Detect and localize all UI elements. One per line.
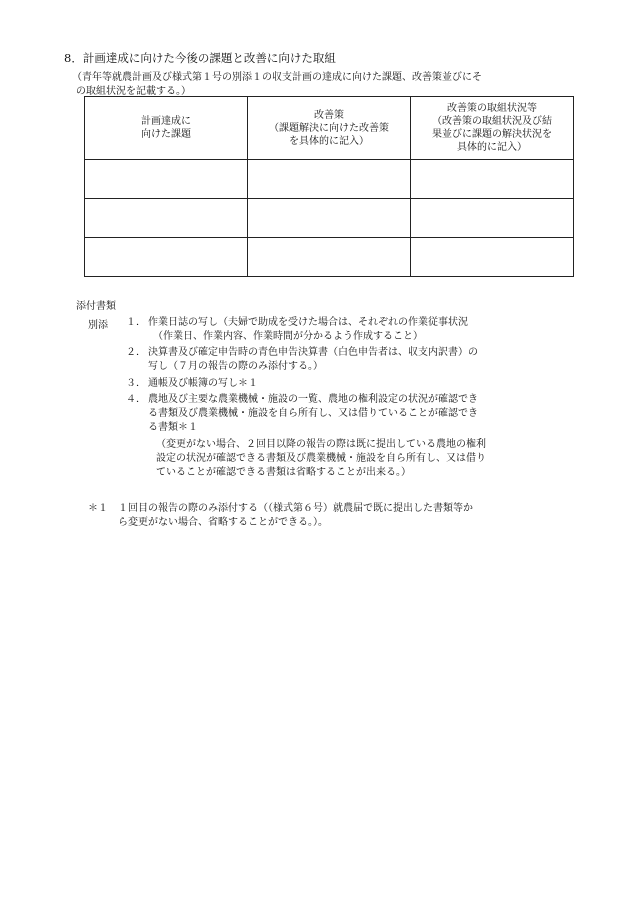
attachments-heading: 添付書類 xyxy=(76,301,116,312)
table-row xyxy=(85,160,574,199)
footnote-mark: ＊１ xyxy=(88,503,108,514)
table-row xyxy=(85,238,574,277)
section-note-line2: の取組状況を記載する。） xyxy=(76,86,191,97)
table-cell[interactable] xyxy=(85,199,248,238)
table-cell[interactable] xyxy=(411,160,574,199)
footnote-text: １回目の報告の際のみ添付する（（様式第６号）就農届で既に提出した書類等か ら変更がない場合、省略することができる。）。 xyxy=(118,503,473,528)
header-status: 改善策の取組状況等 （改善策の取組状況及び結 果並びに課題の解決状況を 具体的に記入） xyxy=(411,97,574,160)
table-cell[interactable] xyxy=(248,238,411,277)
table-row xyxy=(85,199,574,238)
table-cell[interactable] xyxy=(411,238,574,277)
section-note-line1: （青年等就農計画及び様式第１号の別添１の収支計画の達成に向けた課題、改善策並びにそ xyxy=(72,72,482,83)
header-issue: 計画達成に 向けた課題 xyxy=(85,97,248,160)
attachments-label: 別添 xyxy=(88,320,108,331)
table-cell[interactable] xyxy=(85,160,248,199)
table-header-row xyxy=(85,97,574,160)
plan-table xyxy=(84,96,574,277)
table-cell[interactable] xyxy=(411,199,574,238)
table-cell[interactable] xyxy=(248,160,411,199)
header-measure: 改善策 （課題解決に向けた改善策 を具体的に記入） xyxy=(248,97,411,160)
table-cell[interactable] xyxy=(85,238,248,277)
section-title: 8．計画達成に向けた今後の課題と改善に向けた取組 xyxy=(64,51,336,65)
table-cell[interactable] xyxy=(248,199,411,238)
